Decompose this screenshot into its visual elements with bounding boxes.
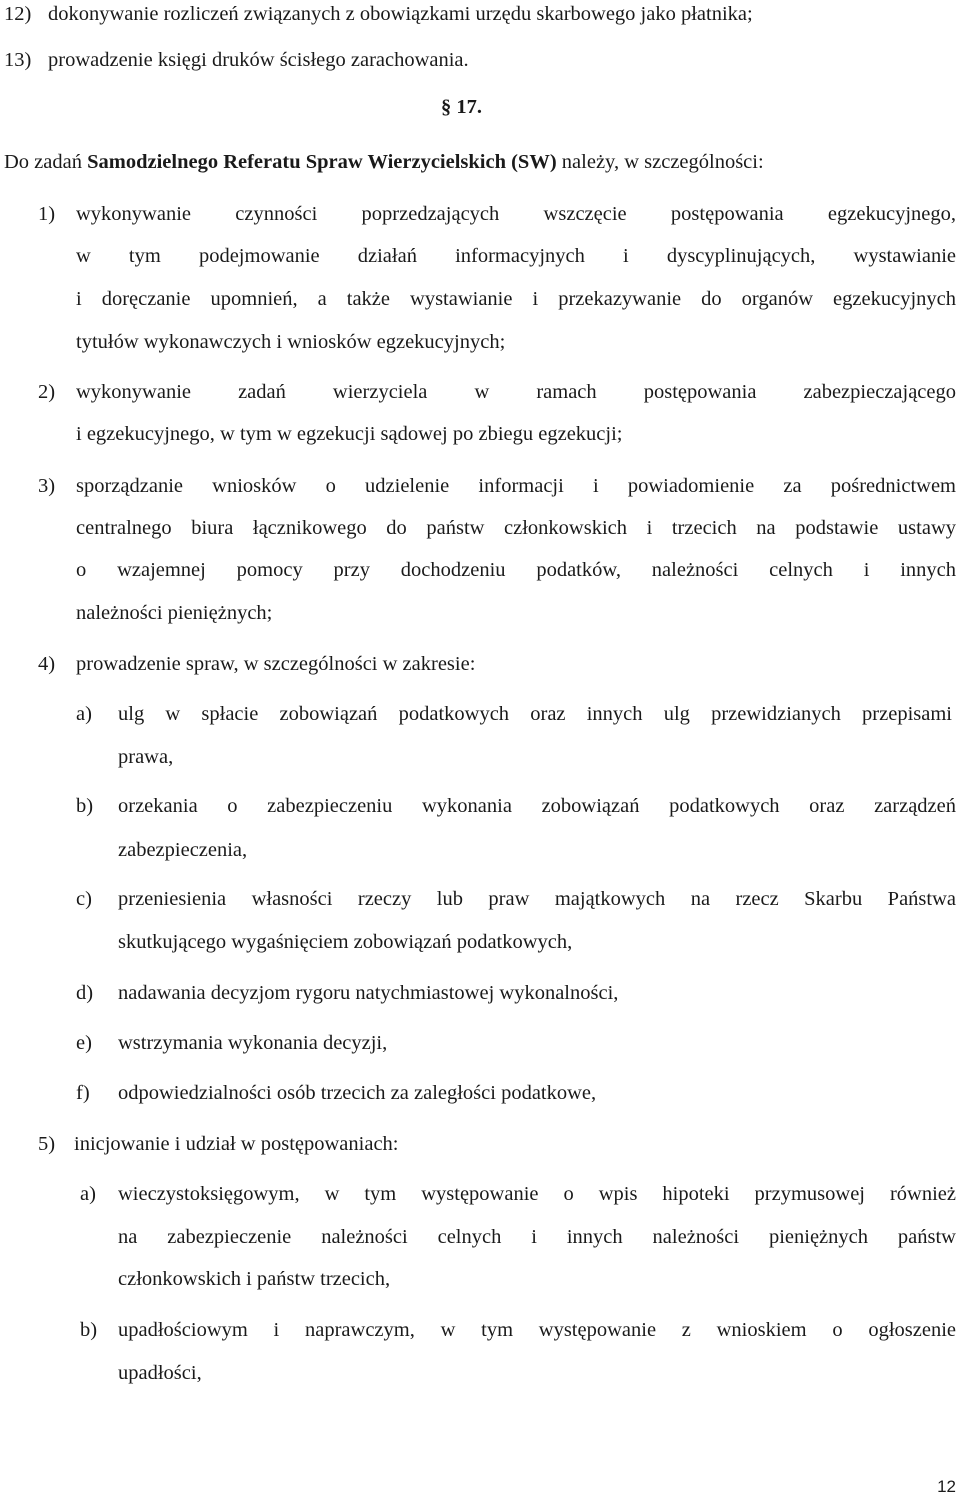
item-5a-letter: a) (80, 1183, 96, 1205)
item-5b-letter: b) (80, 1319, 98, 1341)
item-5-text: inicjowanie i udział w postępowaniach: (74, 1133, 399, 1155)
item-5a-line-2: na zabezpieczenie należności celnych i innych należności pieniężnych państw (118, 1226, 956, 1248)
item-4c-letter: c) (76, 888, 92, 910)
item-2-line-1: wykonywanie zadań wierzyciela w ramach postępowania zabezpieczającego (76, 381, 956, 403)
item-5a-line-1: wieczystoksięgowym, w tym występowanie o wpis hipoteki przymusowej również (118, 1183, 956, 1205)
item-4a-line-2: prawa, (118, 746, 174, 768)
item-12-text: dokonywanie rozliczeń związanych z obowiązkami urzędu skarbowego jako płatnika; (48, 3, 753, 25)
item-5-number: 5) (38, 1133, 56, 1155)
item-4a-letter: a) (76, 703, 92, 725)
item-3-line-1: sporządzanie wniosków o udzielenie informacji i powiadomienie za pośrednictwem (76, 475, 956, 497)
item-2-number: 2) (38, 381, 56, 403)
item-5b-line-1: upadłościowym i naprawczym, w tym występowanie z wnioskiem o ogłoszenie (118, 1319, 956, 1341)
item-4-number: 4) (38, 653, 56, 675)
page-number: 12 (937, 1477, 956, 1496)
item-13-number: 13) (4, 49, 32, 71)
intro-prefix: Do zadań (4, 151, 88, 173)
intro-suffix: należy, w szczególności: (556, 151, 764, 173)
item-3-line-3: o wzajemnej pomocy przy dochodzeniu podatków, należności celnych i innych (76, 559, 956, 581)
item-1-line-4: tytułów wykonawczych i wniosków egzekucyjnych; (76, 331, 506, 353)
item-4-text: prowadzenie spraw, w szczególności w zakresie: (76, 653, 476, 675)
item-4d-letter: d) (76, 982, 94, 1004)
item-4c-line-1: przeniesienia własności rzeczy lub praw majątkowych na rzecz Skarbu Państwa (118, 888, 956, 910)
section-intro (4, 152, 764, 173)
item-4f-letter: f) (76, 1082, 90, 1104)
item-4c-line-2: skutkującego wygaśnięciem zobowiązań podatkowych, (118, 931, 573, 953)
item-12-number: 12) (4, 3, 32, 25)
item-3-line-2: centralnego biura łącznikowego do państw członkowskich i trzecich na podstawie ustawy (76, 517, 956, 539)
item-5a-line-3: członkowskich i państw trzecich, (118, 1268, 391, 1290)
item-4a-line-1: ulg w spłacie zobowiązań podatkowych oraz innych ulg przewidzianych przepisami (118, 703, 952, 725)
item-4d-line-1: nadawania decyzjom rygoru natychmiastowej wykonalności, (118, 982, 619, 1004)
item-4b-letter: b) (76, 795, 94, 817)
intro-department-name: Samodzielnego Referatu Spraw Wierzycielskich (SW) (87, 151, 557, 173)
item-4f-line-1: odpowiedzialności osób trzecich za zaległości podatkowe, (118, 1082, 597, 1104)
item-2-line-2: i egzekucyjnego, w tym w egzekucji sądowej po zbiegu egzekucji; (76, 423, 623, 445)
item-3-line-4: należności pieniężnych; (76, 602, 273, 624)
item-5b-line-2: upadłości, (118, 1362, 202, 1384)
item-13-text: prowadzenie księgi druków ścisłego zarachowania. (48, 49, 469, 71)
item-1-line-3: i doręczanie upomnień, a także wystawianie i przekazywanie do organów egzekucyjnych (76, 288, 956, 310)
item-1-line-2: w tym podejmowanie działań informacyjnych i dyscyplinujących, wystawianie (76, 245, 956, 267)
item-3-number: 3) (38, 475, 56, 497)
section-heading: § 17. (441, 96, 482, 118)
item-4e-letter: e) (76, 1032, 92, 1054)
item-1-line-1: wykonywanie czynności poprzedzających wszczęcie postępowania egzekucyjnego, (76, 203, 956, 225)
item-4b-line-1: orzekania o zabezpieczeniu wykonania zobowiązań podatkowych oraz zarządzeń (118, 795, 956, 817)
item-4e-line-1: wstrzymania wykonania decyzji, (118, 1032, 388, 1054)
item-1-number: 1) (38, 203, 56, 225)
item-4b-line-2: zabezpieczenia, (118, 839, 248, 861)
